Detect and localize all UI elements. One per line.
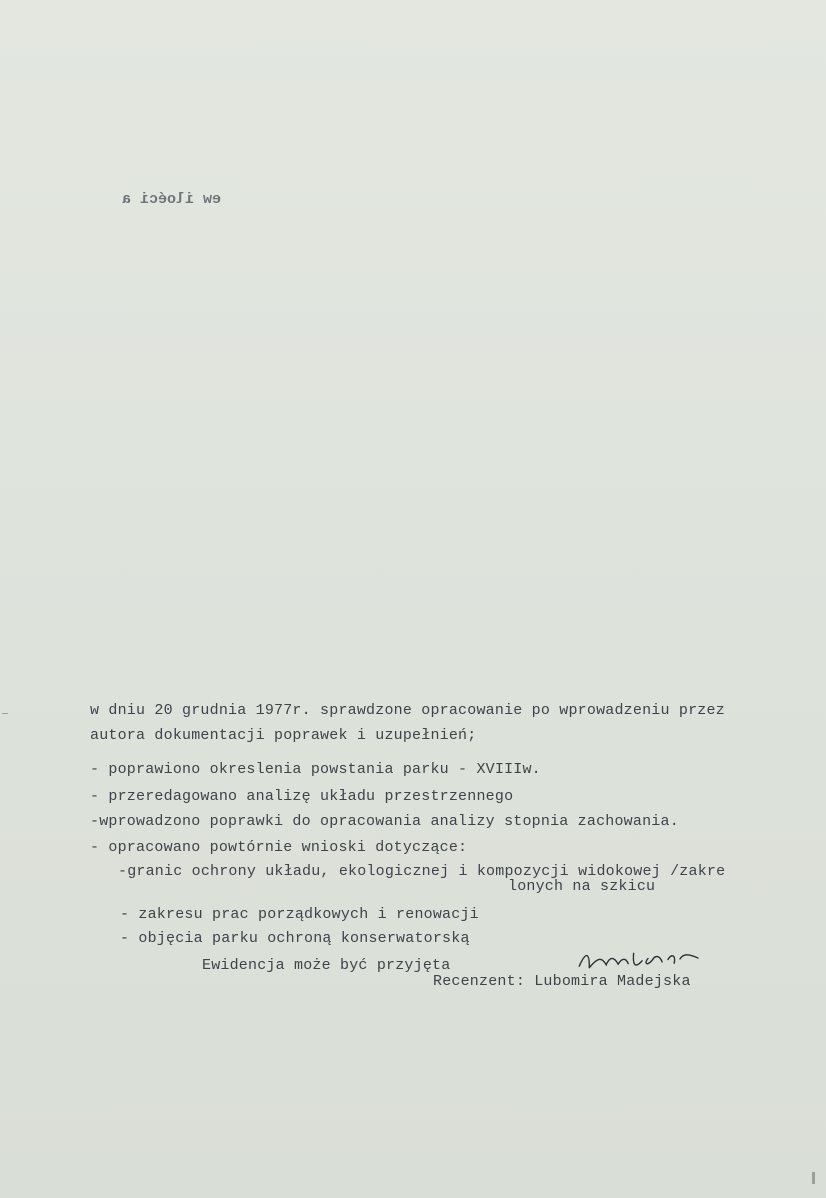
- list-item-4: - opracowano powtórnie wnioski dotyczące:: [90, 839, 468, 856]
- bleed-through-text: ew iloéci a: [122, 191, 222, 208]
- list-item-2: - przeredagowano analizę układu przestrzennego: [90, 788, 514, 805]
- body-line-2: autora dokumentacji poprawek i uzupełnień;: [90, 727, 477, 744]
- closing-statement: Ewidencja może być przyjęta: [202, 957, 451, 974]
- signature-icon: [575, 942, 704, 975]
- punch-mark: [812, 1172, 815, 1184]
- list-item-1: - poprawiono okreslenia powstania parku - XVIIIw.: [90, 761, 541, 778]
- reviewer-line: Recenzent: Lubomira Madejska: [433, 973, 691, 990]
- list-item-3: -wprowadzono poprawki do opracowania analizy stopnia zachowania.: [90, 813, 679, 830]
- sub-item-1: -granic ochrony układu, ekologicznej i kompozycji widokowej /zakre: [118, 863, 726, 880]
- sub-item-2: - zakresu prac porządkowych i renowacji: [120, 906, 479, 923]
- margin-mark: [2, 713, 8, 714]
- sub-item-3: - objęcia parku ochroną konserwatorską: [120, 930, 470, 947]
- sub-item-1-continued: lonych na szkicu: [508, 878, 656, 895]
- body-line-1: w dniu 20 grudnia 1977r. sprawdzone opracowanie po wprowadzeniu przez: [90, 702, 725, 719]
